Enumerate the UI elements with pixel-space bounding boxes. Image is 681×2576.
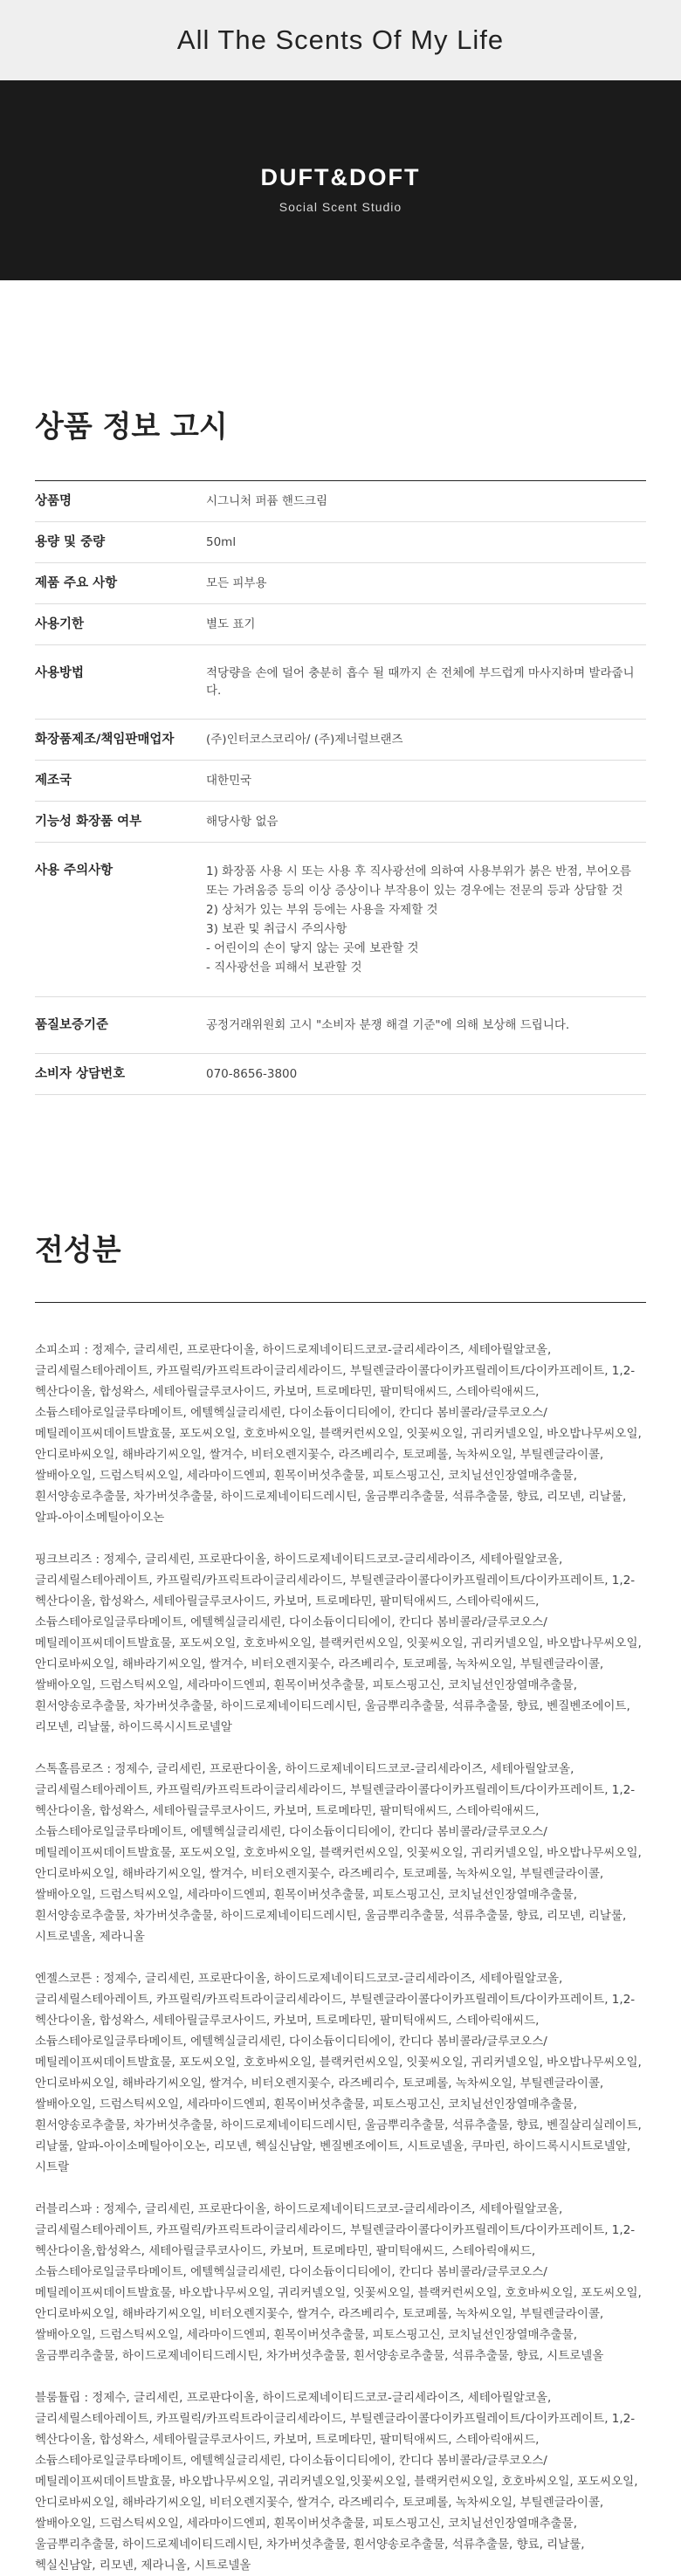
- info-label: 사용기한: [35, 604, 206, 645]
- info-value: 공정거래위원회 고시 "소비자 분쟁 해결 기준"에 의해 보상해 드립니다.: [206, 997, 646, 1054]
- caution-item: - 직사광선을 피해서 보관할 것: [206, 961, 362, 975]
- info-label: 용량 및 중량: [35, 522, 206, 563]
- info-row-product-name: [35, 481, 646, 522]
- info-value: 50ml: [206, 522, 646, 563]
- ingredient-block-lovely-spa: 러블리스파 : 정제수, 글리세린, 프로판다이올, 하이드로제네이티드코코-글리세라이즈, 세테아릴알코올, 글리세릴스테아레이트, 카프릴릭/카프릭트라이글리세라이드, 부틸렌글라이콜다이카프릴레이트/다이카프레이트, 1,2-헥산다이올,합성왁스, 세테아릴글루코사이드, 카보머, 트로메타민, 팔미틱애씨드, 스테아릭애씨드, 소듐스테아로일글루타메이트, 에텔헥실글리세린, 다이소듐이디티에이, 칸디다 봄비콜라/글루코오스/메틸레이프씨데이트발효물, 바오밥나무씨오일, 귀리커넬오일, 잇꽃씨오일, 블랙커런씨오일, 호호바씨오일, 포도씨오일, 안디로바씨오일, 해바라기씨오일, 비터오렌지꽃수, 쌀겨수, 라즈베리수, 토코페롤, 녹차씨오일, 부틸렌글라이콜, 쌀배아오일, 드럼스틱씨오일, 세라마이드엔피, 흰목이버섯추출물, 피토스핑고신, 코치닐선인장열매추출물, 울금뿌리추출물, 하이드로제네이티드레시틴, 차가버섯추출물, 흰서양송로추출물, 석류추출물, 향료, 시트로넬올: [35, 2202, 642, 2363]
- info-value: 별도 표기: [206, 604, 646, 645]
- ingredient-block-angels-cotton: 엔젤스코튼 : 정제수, 글리세린, 프로판다이올, 하이드로제네이티드코코-글리세라이즈, 세테아릴알코올, 글리세릴스테아레이트, 카프릴릭/카프릭트라이글리세라이드, 부틸렌글라이콜다이카프릴레이트/다이카프레이트, 1,2-헥산다이올, 합성왁스, 세테아릴글루코사이드, 카보머, 트로메타민, 팔미틱애씨드, 스테아릭애씨드, 소듐스테아로일글루타메이트, 에텔헥실글리세린, 다이소듐이디티에이, 칸디다 봄비콜라/글루코오스/메틸레이프씨데이트발효물, 포도씨오일, 호호바씨오일, 블랙커런씨오일, 잇꽃씨오일, 귀리커넬오일, 바오밥나무씨오일, 안디로바씨오일, 해바라기씨오일, 쌀겨수, 비터오렌지꽃수, 라즈베리수, 토코페롤, 녹차씨오일, 부틸렌글라이콜, 쌀배아오일, 드럼스틱씨오일, 세라마이드엔피, 흰목이버섯추출물, 피토스핑고신, 코치닐선인장열매추출물, 흰서양송로추출물, 차가버섯추출물, 하이드로제네이티드레시틴, 울금뿌리추출물, 석류추출물, 향료, 벤질살리실레이트, 리날룰, 알파-아이소메틸아이오논, 리모넨, 헥실신남알, 벤질벤조에이트, 시트로넬올, 쿠마린, 하이드록시시트로넬알, 시트랄: [35, 1972, 642, 2174]
- brand-header: [0, 80, 681, 280]
- ingredients-section: [0, 1095, 681, 2576]
- tagline-text: All The Scents Of My Life: [176, 24, 505, 55]
- caution-item: 1) 화장품 사용 시 또는 사용 후 직사광선에 의하여 사용부위가 붉은 반점, 부어오름 또는 가려움증 등의 이상 증상이나 부작용이 있는 경우에는 전문의 등과 상담할 것: [206, 864, 631, 898]
- info-value: 대한민국: [206, 761, 646, 802]
- info-row-cautions: [35, 843, 646, 997]
- caution-list: [206, 862, 646, 977]
- info-row-usage: [35, 645, 646, 720]
- brand-logo: DUFT&DOFT: [260, 164, 421, 190]
- info-label: 화장품제조/책임판매업자: [35, 720, 206, 761]
- caution-item: - 어린이의 손이 닿지 않는 곳에 보관할 것: [206, 941, 419, 955]
- info-label: 제조국: [35, 761, 206, 802]
- info-value: 모든 피부용: [206, 563, 646, 604]
- ingredients-title: 전성분: [35, 1095, 646, 1303]
- info-label: 기능성 화장품 여부: [35, 802, 206, 843]
- info-label: 품질보증기준: [35, 997, 206, 1054]
- info-row-volume: [35, 522, 646, 563]
- info-value: [206, 843, 646, 997]
- info-label: 사용방법: [35, 645, 206, 720]
- ingredients-list: [35, 1303, 646, 2576]
- ingredient-block-stockholm-rose: 스톡홀름로즈 : 정제수, 글리세린, 프로판다이올, 하이드로제네이티드코코-글리세라이즈, 세테아릴알코올, 글리세릴스테아레이트, 카프릴릭/카프릭트라이글리세라이드, 부틸렌글라이콜다이카프릴레이트/다이카프레이트, 1,2-헥산다이올, 합성왁스, 세테아릴글루코사이드, 카보머, 트로메타민, 팔미틱애씨드, 스테아릭애씨드, 소듐스테아로일글루타메이트, 에텔헥실글리세린, 다이소듐이디티에이, 칸디다 봄비콜라/글루코오스/메틸레이프씨데이트발효물, 포도씨오일, 호호바씨오일, 블랙커런씨오일, 잇꽃씨오일, 귀리커넬오일, 바오밥나무씨오일, 안디로바씨오일, 해바라기씨오일, 쌀겨수, 비터오렌지꽃수, 라즈베리수, 토코페롤, 녹차씨오일, 부틸렌글라이콜, 쌀배아오일, 드럼스틱씨오일, 세라마이드엔피, 흰목이버섯추출물, 피토스핑고신, 코치닐선인장열매추출물, 흰서양송로추출물, 차가버섯추출물, 하이드로제네이티드레시틴, 울금뿌리추출물, 석류추출물, 향료, 리모넨, 리날룰, 시트로넬올, 제라니올: [35, 1762, 642, 1944]
- info-value: 시그니처 퍼퓸 핸드크림: [206, 481, 646, 522]
- info-value: (주)인터코스코리아/ (주)제너럴브랜즈: [206, 720, 646, 761]
- info-row-country: [35, 761, 646, 802]
- info-value: 070-8656-3800: [206, 1054, 646, 1095]
- info-label: 소비자 상담번호: [35, 1054, 206, 1095]
- info-value: 해당사항 없음: [206, 802, 646, 843]
- info-label: 사용 주의사항: [35, 843, 206, 997]
- tagline-banner: [0, 0, 681, 80]
- info-row-functional: [35, 802, 646, 843]
- ingredient-block-pink-breeze: 핑크브리즈 : 정제수, 글리세린, 프로판다이올, 하이드로제네이티드코코-글리세라이즈, 세테아릴알코올, 글리세릴스테아레이트, 카프릴릭/카프릭트라이글리세라이드, 부틸렌글라이콜다이카프릴레이트/다이카프레이트, 1,2-헥산다이올, 합성왁스, 세테아릴글루코사이드, 카보머, 트로메타민, 팔미틱애씨드, 스테아릭애씨드, 소듐스테아로일글루타메이트, 에텔헥실글리세린, 다이소듐이디티에이, 칸디다 봄비콜라/글루코오스/메틸레이프씨데이트발효물, 포도씨오일, 호호바씨오일, 블랙커런씨오일, 잇꽃씨오일, 귀리커넬오일, 바오밥나무씨오일, 안디로바씨오일, 해바라기씨오일, 쌀겨수, 비터오렌지꽃수, 라즈베리수, 토코페롤, 녹차씨오일, 부틸렌글라이콜, 쌀배아오일, 드럼스틱씨오일, 세라마이드엔피, 흰목이버섯추출물, 피토스핑고신, 코치닐선인장열매추출물, 흰서양송로추출물, 차가버섯추출물, 하이드로제네이티드레시틴, 울금뿌리추출물, 석류추출물, 향료, 벤질벤조에이트, 리모넨, 리날룰, 하이드록시시트로넬알: [35, 1553, 642, 1734]
- caution-item: 3) 보관 및 취급시 주의사항: [206, 922, 347, 936]
- info-row-skin-type: [35, 563, 646, 604]
- product-info-title: 상품 정보 고시: [35, 280, 646, 481]
- ingredient-block-bloom-tulip: 블룸튤립 : 정제수, 글리세린, 프로판다이올, 하이드로제네이티드코코-글리세라이즈, 세테아릴알코올, 글리세릴스테아레이트, 카프릴릭/카프릭트라이글리세라이드, 부틸렌글라이콜다이카프릴레이트/다이카프레이트, 1,2-헥산다이올, 합성왁스, 세테아릴글루코사이드, 카보머, 트로메타민, 팔미틱애씨드, 스테아릭애씨드, 소듐스테아로일글루타메이트, 에텔헥실글리세린, 다이소듐이디티에이, 칸디다 봄비콜라/글루코오스/메틸레이프씨데이트발효물, 바오밥나무씨오일, 귀리커넬오일,잇꽃씨오일, 블랙커런씨오일, 호호바씨오일, 포도씨오일, 안디로바씨오일, 해바라기씨오일, 비터오렌지꽃수, 쌀겨수, 라즈베리수, 토코페롤, 녹차씨오일, 부틸렌글라이콜, 쌀배아오일, 드럼스틱씨오일, 세라마이드엔피, 흰목이버섯추출물, 피토스핑고신, 코치닐선인장열매추출물, 울금뿌리추출물, 하이드로제네이티드레시틴, 차가버섯추출물, 흰서양송로추출물, 석류추출물, 향료, 리날룰, 헥실신남알, 리모넨, 제라니올, 시트로넬올: [35, 2391, 638, 2573]
- info-label: 제품 주요 사항: [35, 563, 206, 604]
- ingredient-block-soapy: 소피소피 : 정제수, 글리세린, 프로판다이올, 하이드로제네이티드코코-글리세라이즈, 세테아릴알코올, 글리세릴스테아레이트, 카프릴릭/카프릭트라이글리세라이드, 부틸렌글라이콜다이카프릴레이트/다이카프레이트, 1,2-헥산다이올, 합성왁스, 세테아릴글루코사이드, 카보머, 트로메타민, 팔미틱애씨드, 스테아릭애씨드, 소듐스테아로일글루타메이트, 에텔헥실글리세린, 다이소듐이디티에이, 칸디다 봄비콜라/글루코오스/메틸레이프씨데이트발효물, 포도씨오일, 호호바씨오일, 블랙커런씨오일, 잇꽃씨오일, 귀리커넬오일, 바오밥나무씨오일, 안디로바씨오일, 해바라기씨오일, 쌀겨수, 비터오렌지꽃수, 라즈베리수, 토코페롤, 녹차씨오일, 부틸렌글라이콜, 쌀배아오일, 드럼스틱씨오일, 세라마이드엔피, 흰목이버섯추출물, 피토스핑고신, 코치닐선인장열매추출물, 흰서양송로추출물, 차가버섯추출물, 하이드로제네이티드레시틴, 울금뿌리추출물, 석류추출물, 향료, 리모넨, 리날룰, 알파-아이소메틸아이오논: [35, 1343, 642, 1525]
- info-value: 적당량을 손에 덜어 충분히 흡수 될 때까지 손 전체에 부드럽게 마사지하며 발라줍니다.: [206, 645, 646, 720]
- product-info-table: [35, 481, 646, 1095]
- info-row-manufacturer: [35, 720, 646, 761]
- info-row-quality: [35, 997, 646, 1054]
- brand-subtitle: Social Scent Studio: [279, 200, 402, 214]
- product-info-section: [0, 280, 681, 1095]
- caution-item: 2) 상처가 있는 부위 등에는 사용을 자제할 것: [206, 903, 438, 917]
- info-row-expiry: [35, 604, 646, 645]
- info-row-contact: [35, 1054, 646, 1095]
- info-label: 상품명: [35, 481, 206, 522]
